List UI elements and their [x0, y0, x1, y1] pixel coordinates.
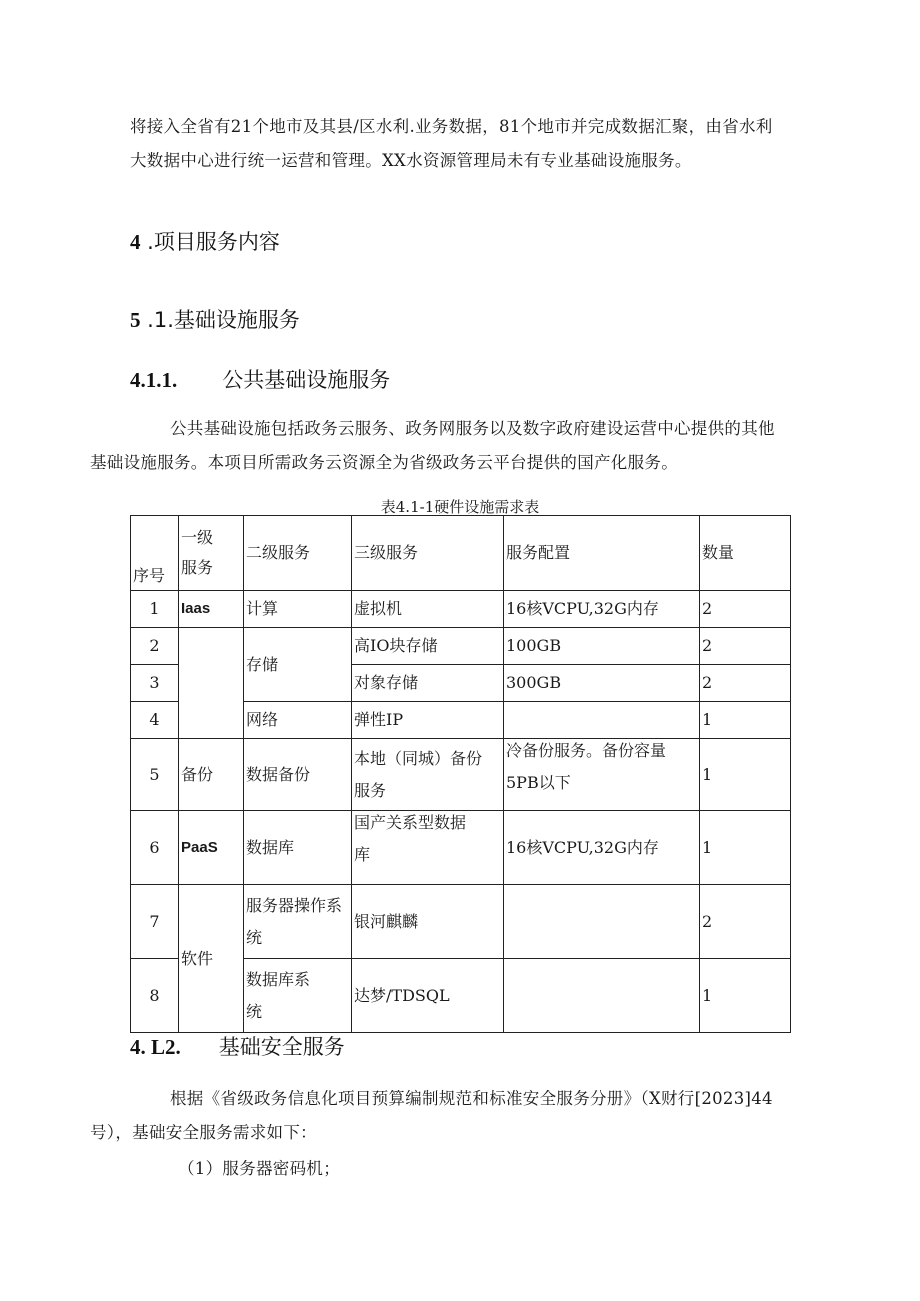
security-paragraph — [90, 1082, 795, 1150]
header-level2: 二级服务 — [244, 516, 352, 591]
public-infra-line-2: 基础设施服务。本项目所需政务云资源全为省级政务云平台提供的国产化服务。 — [90, 453, 678, 472]
hardware-requirements-table — [130, 515, 791, 1033]
table-row: 2 存储 高IO块存储 100GB 2 — [131, 628, 791, 665]
section-heading-4-1-2: 4. L2. 基础安全服务 — [130, 1035, 345, 1059]
header-qty: 数量 — [700, 516, 791, 591]
header-level1: 一级 服务 — [179, 516, 244, 591]
public-infra-line-1: 公共基础设施包括政务云服务、政务网服务以及数字政府建设运营中心提供的其他 — [170, 419, 775, 438]
table-row: 4 网络 弹性IP 1 — [131, 702, 791, 739]
table-row: 7 软件 服务器操作系 统 银河麒麟 2 — [131, 885, 791, 959]
table-row: 3 对象存储 300GB 2 — [131, 665, 791, 702]
table-header-row — [131, 516, 791, 591]
section-heading-4: 4 .项目服务内容 — [130, 230, 280, 254]
security-item-1: （1）服务器密码机； — [178, 1159, 340, 1178]
public-infra-paragraph — [90, 412, 795, 480]
section-heading-4-1: 5 .1.基础设施服务 — [130, 308, 300, 332]
table-row: 8 数据库系 统 达梦/TDSQL 1 — [131, 959, 791, 1033]
header-seq: 序号 — [131, 516, 179, 591]
table-row: 1 Iaas 计算 虚拟机 16核VCPU,32G内存 2 — [131, 591, 791, 628]
intro-line-1: 将接入全省有21个地市及其县/区水利.业务数据，81个地市并完成数据汇聚，由省水利 — [130, 117, 773, 136]
security-line-1: 根据《省级政务信息化项目预算编制规范和标准安全服务分册》（X财行[2023]44 — [170, 1089, 773, 1108]
header-config: 服务配置 — [504, 516, 700, 591]
header-level3: 三级服务 — [352, 516, 504, 591]
section-heading-4-1-1: 4.1.1. 公共基础设施服务 — [130, 368, 391, 392]
intro-paragraph — [130, 110, 795, 178]
intro-line-2: 大数据中心进行统一运营和管理。XX水资源管理局未有专业基础设施服务。 — [130, 151, 692, 170]
table-row: 5 备份 数据备份 本地（同城）备份 服务 冷备份服务。备份容量 5PB以下 1 — [131, 739, 791, 811]
table-row: 6 PaaS 数据库 国产关系型数据 库 16核VCPU,32G内存 1 — [131, 811, 791, 885]
table-caption: 表4.1-1硬件设施需求表 — [380, 498, 540, 516]
security-line-2: 号），基础安全服务需求如下： — [90, 1123, 317, 1142]
